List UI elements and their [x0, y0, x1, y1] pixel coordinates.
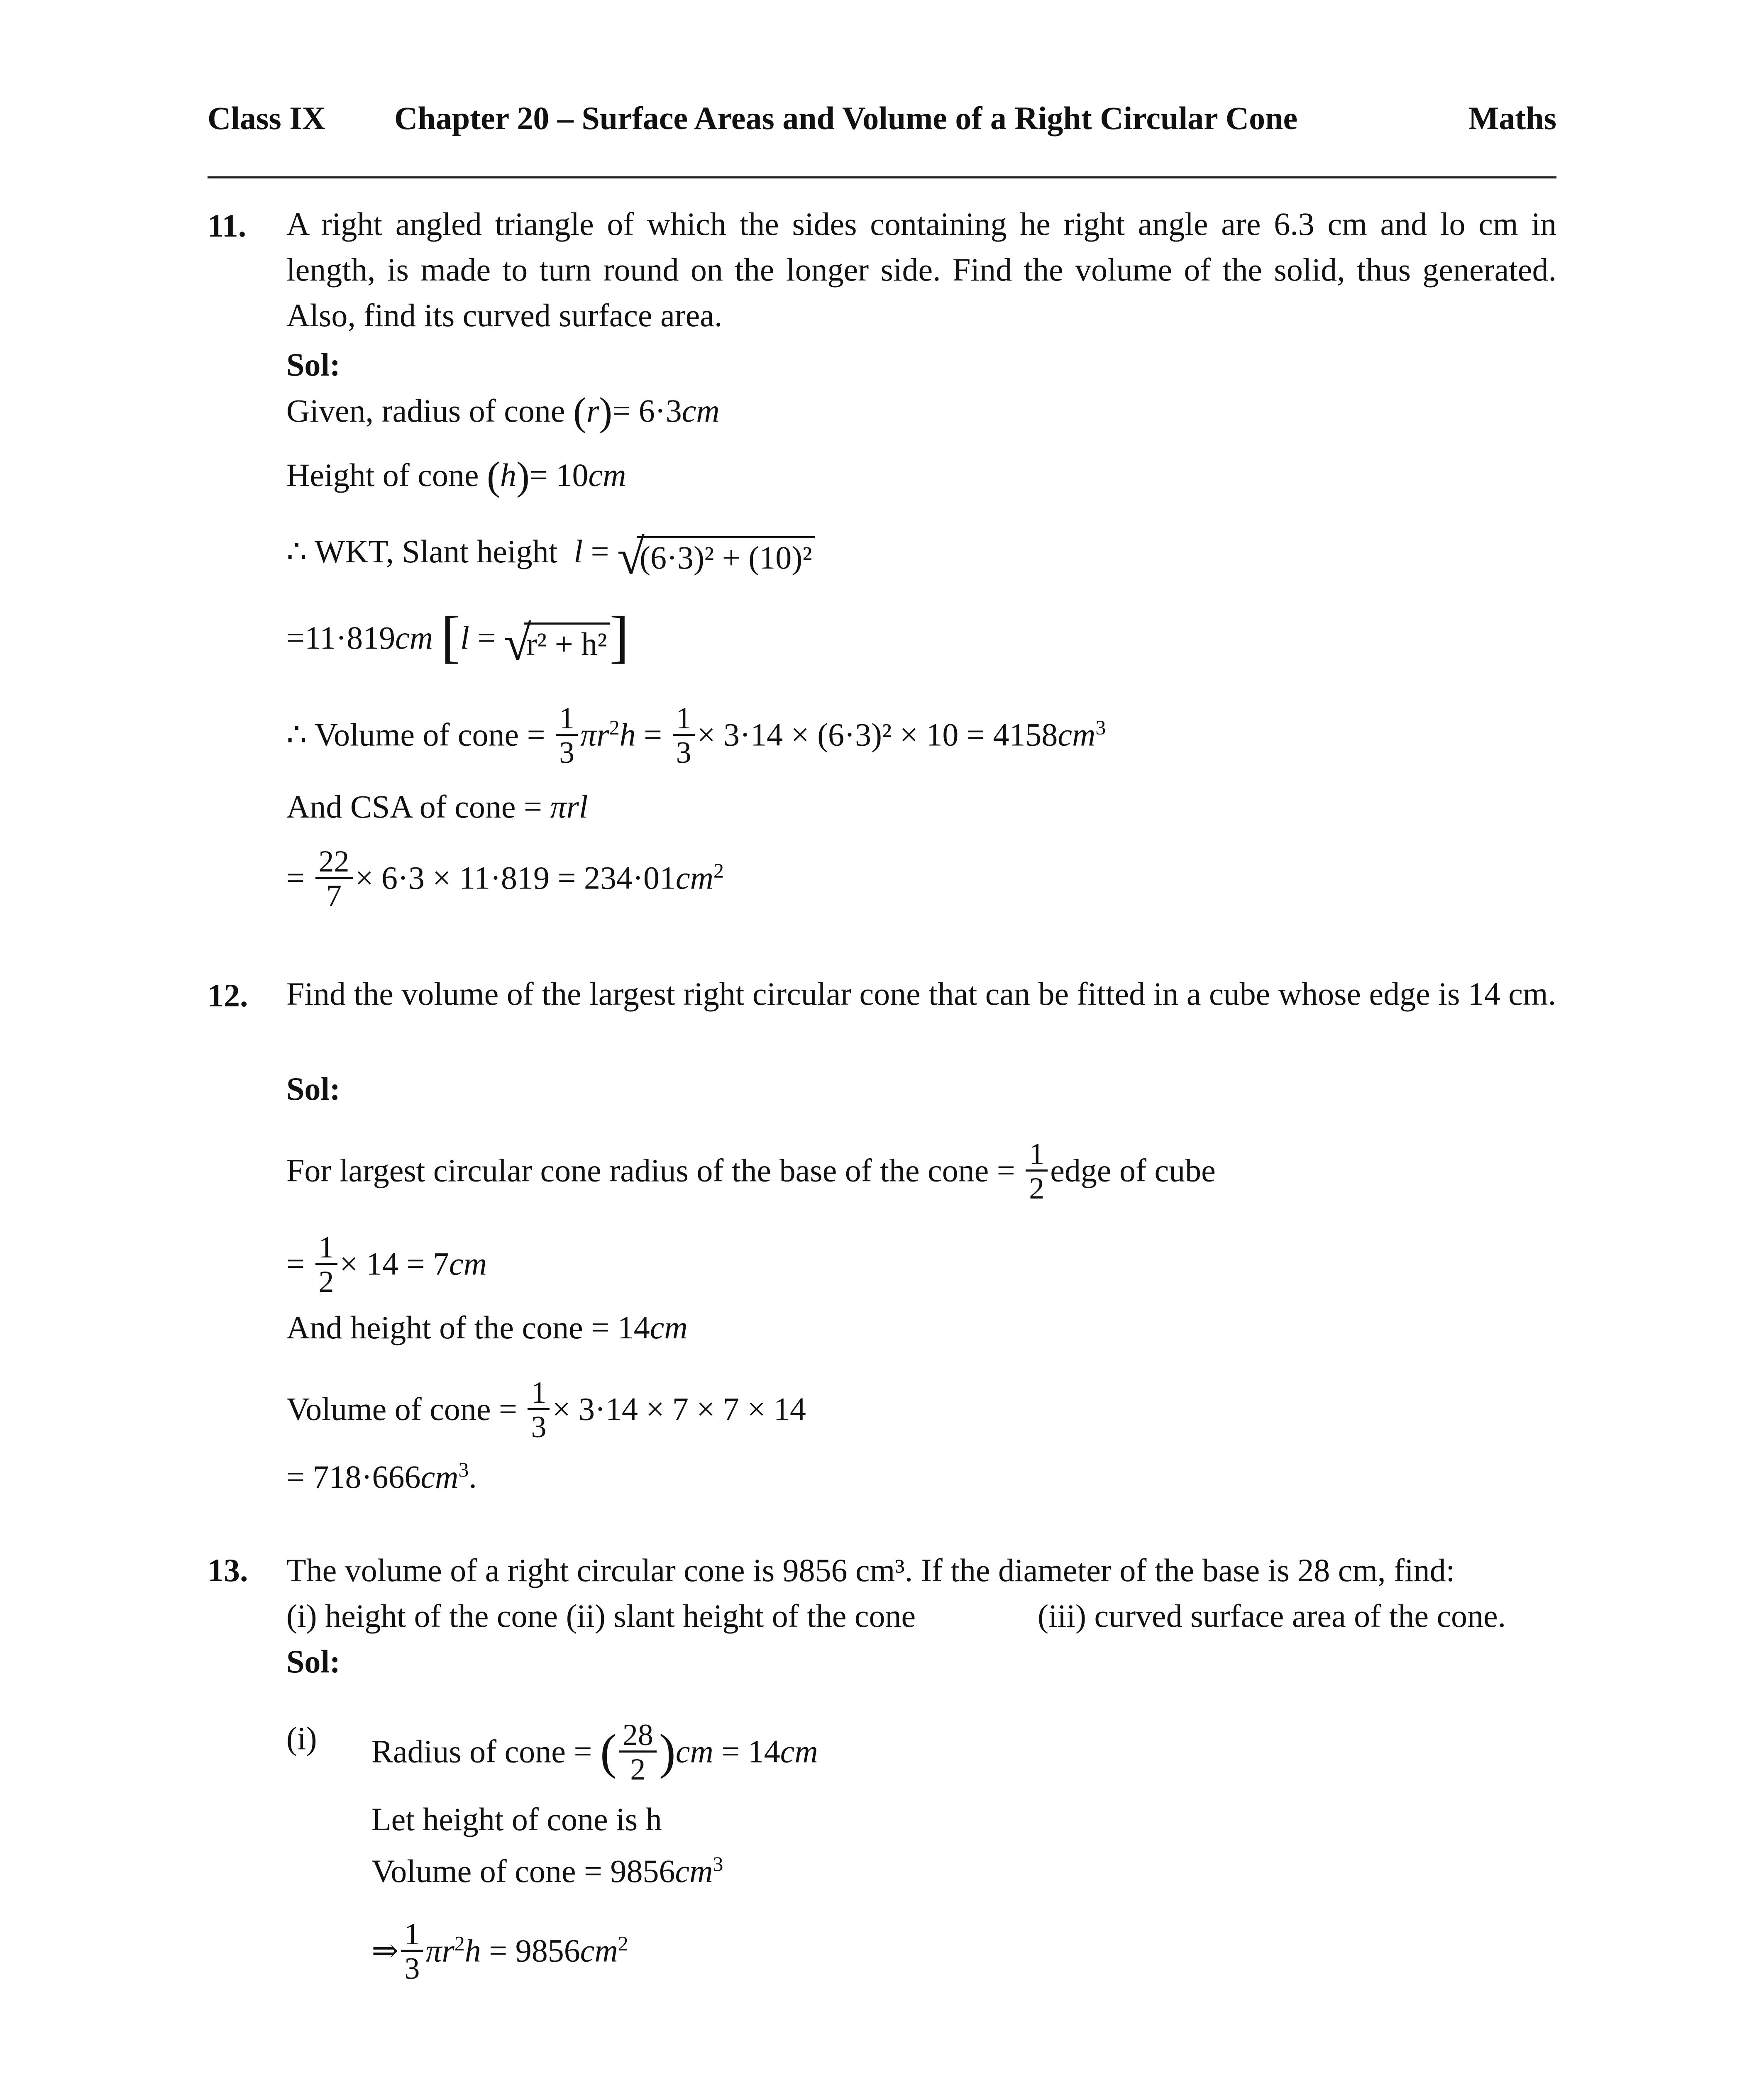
q11-radius-line: Given, radius of cone (r)= 6·3cm: [286, 389, 720, 434]
q11-volume-text: ∴ Volume of cone: [286, 716, 519, 753]
q13-radius-text: Radius of cone: [371, 1733, 566, 1770]
q11-radius-value: = 6·3: [612, 392, 682, 429]
q11-slant-value: =11·819: [286, 619, 396, 656]
question-11-number: 11.: [208, 208, 247, 244]
q13-part-i-label: (i): [286, 1720, 317, 1756]
q11-csa-line: And CSA of cone = πrl: [286, 788, 588, 825]
q13-radius-result: = 14: [721, 1733, 780, 1770]
q12-height-text: And height of the cone: [286, 1309, 583, 1345]
header-subject: Maths: [1468, 100, 1556, 136]
q12-sol-label: Sol:: [286, 1071, 341, 1107]
q12-height-line: And height of the cone = 14cm: [286, 1309, 688, 1345]
q11-height-unit: cm: [588, 456, 626, 493]
q11-slant-result-line: =11·819cm [l = √ r² + h²]: [286, 605, 629, 671]
q13-radius-line: Radius of cone = ( $\frac{28}{2}$ )cm = 14cm: [371, 1718, 818, 1787]
q13-sol-label: Sol:: [286, 1643, 341, 1680]
question-11-text: A right angled triangle of which the sides containing he right angle are 6.3 cm and lo cm in length, is made to turn round on the longer side. Find the volume of the solid, thus generated. Also, find its curved surface area.: [286, 206, 1556, 333]
question-13-number: 13.: [208, 1552, 248, 1588]
q11-height-line: Height of cone (h)= 10cm: [286, 454, 626, 498]
q13-let-height-line: Let height of cone is h: [371, 1801, 662, 1837]
q11-csa-text: And CSA of cone: [286, 788, 516, 825]
q11-csa-frac-num: 22: [315, 846, 353, 879]
q11-slant-unit: cm: [395, 619, 433, 656]
question-13-text-line2b: (iii) curved surface area of the cone.: [1038, 1598, 1506, 1634]
question-12-text: Find the volume of the largest right circular cone that can be fitted in a cube whose edge is 14 cm.: [286, 976, 1556, 1012]
q11-csa-calc: × 6·3 × 11·819 = 234·01: [355, 859, 676, 896]
q11-slant-radicand: (6·3)² + (10)²: [637, 536, 815, 574]
q12-volume-text: Volume of cone: [286, 1391, 491, 1427]
q12-volume-line: Volume of cone = $\frac{1}{3}$ × 3·14 × 7 × 7 × 14: [286, 1376, 806, 1444]
header-class-label: Class IX: [208, 100, 325, 136]
q11-csa-frac-den: 7: [326, 879, 342, 913]
q11-volume-calc: × 3·14 × (6·3)² × 10 = 4158: [697, 716, 1058, 753]
q11-height-value: = 10: [529, 456, 589, 493]
q12-volume-calc: × 3·14 × 7 × 7 × 14: [552, 1391, 806, 1427]
q12-volume-result: = 718·666: [286, 1459, 421, 1495]
question-13-text-line1: The volume of a right circular cone is 9856 cm³. If the diameter of the base is 28 cm, find:: [286, 1552, 1455, 1588]
q12-radius-text: For largest circular cone radius of the base of the cone: [286, 1152, 989, 1189]
q12-radius-calc-line: = $\frac{1}{2}$ × 14 = 7cm: [286, 1230, 487, 1299]
q11-slant-text: ∴ WKT, Slant height: [286, 533, 558, 569]
q13-volume-value: = 9856: [584, 1853, 675, 1889]
q11-radius-unit: cm: [682, 392, 720, 429]
q11-csa-calc-line: = $\frac{22}{7}$ × $6\cdot 3 \times 11\cdot 819 = 234\cdot 01cm^2$: [286, 845, 724, 913]
q12-volume-result-line: = $718\cdot 666cm^3$.: [286, 1458, 477, 1495]
q11-slant-line: ∴ WKT, Slant height l = √ (6·3)² + (10)²: [286, 535, 815, 574]
header-chapter-title: Chapter 20 – Surface Areas and Volume of a Right Circular Cone: [394, 100, 1298, 136]
q12-radius-line: For largest circular cone radius of the base of the cone = $\frac{1}{2}$ edge of cube: [286, 1137, 1216, 1206]
q13-formula-line: ⇒ $\frac{1}{3}$ $\pi r^2h = 9856cm^2$: [371, 1917, 628, 1986]
q13-radius-frac-num: 28: [619, 1720, 657, 1753]
header-divider: [208, 176, 1556, 178]
question-12-number: 12.: [208, 977, 248, 1013]
q13-radius-frac-den: 2: [630, 1753, 646, 1787]
q12-height-value: = 14: [591, 1309, 650, 1345]
q13-volume-line: Volume of cone = $9856cm^3$: [371, 1852, 723, 1889]
q11-formula-radicand: r² + h²: [524, 622, 610, 660]
q11-height-text: Height of cone: [286, 456, 479, 493]
q13-formula-value: = 9856: [489, 1932, 580, 1969]
q11-slant-sqrt: √ (6·3)² + (10)²: [617, 536, 815, 574]
q13-volume-text: Volume of cone: [371, 1853, 576, 1889]
q11-radius-text: Given, radius of cone: [286, 392, 565, 429]
q11-volume-line: ∴ Volume of cone = $\frac{1}{3}$ $\pi r^2h$ = $\frac{1}{3}$ × $3\cdot 14 \times (6\cdot 3)^2 \times 10 = 4158cm^3$: [286, 701, 1106, 770]
q12-radius-tail: edge of cube: [1050, 1152, 1216, 1189]
q12-radius-calc: × 14 = 7: [340, 1245, 449, 1282]
question-13-text-line2a: (i) height of the cone (ii) slant height of the cone: [286, 1598, 916, 1634]
q11-formula-sqrt: √ r² + h²: [504, 622, 610, 660]
q11-sol-label: Sol:: [286, 347, 341, 383]
